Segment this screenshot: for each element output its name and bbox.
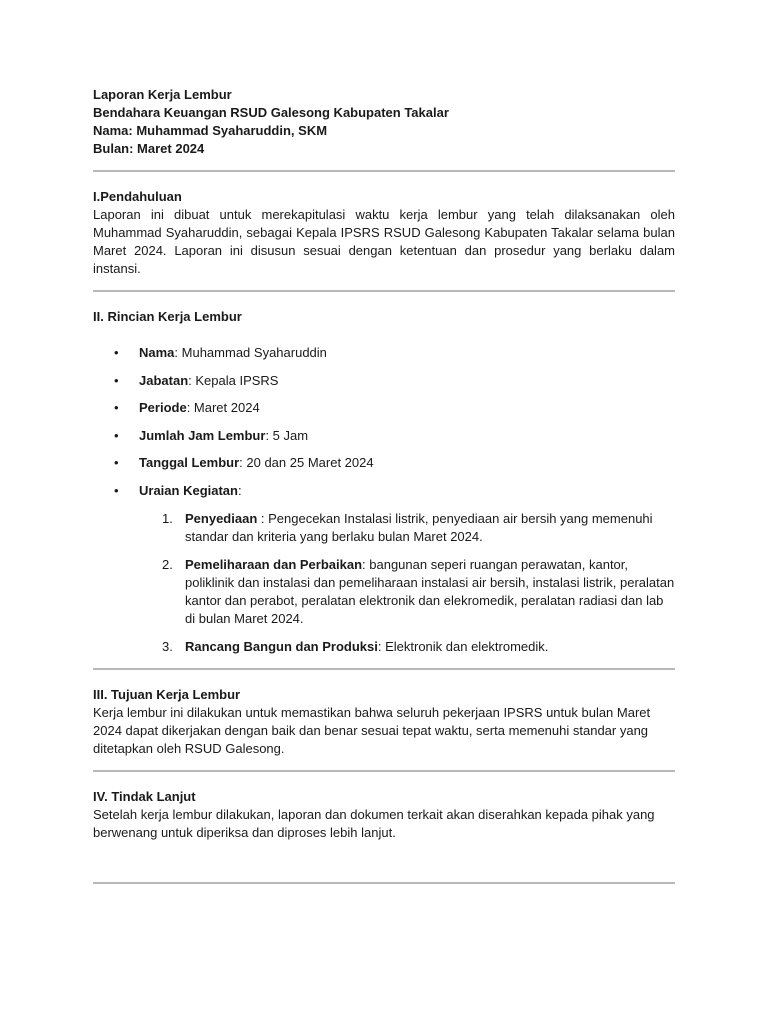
- task-number: 1.: [162, 510, 173, 526]
- section-title: IV. Tindak Lanjut: [93, 788, 196, 804]
- task-label: Pemeliharaan dan Perbaikan: [185, 556, 363, 572]
- task-text: : bangunan seperi ruangan perawatan, kantor, poliklinik dan instalasi dan pemeliharaan instalasi air bersih, instalasi listrik, peralatan kantor dan perabot, peralatan elektronik dan elekromedik, peralatan radiasi dan lab di bulan Maret 2024.: [185, 556, 675, 626]
- item-label: Nama: [139, 345, 175, 360]
- divider: [93, 770, 675, 772]
- divider: [93, 882, 675, 884]
- bullet-icon: •: [114, 372, 119, 388]
- section-details: [93, 308, 675, 656]
- divider: [93, 668, 675, 670]
- item-value: : 5 Jam: [265, 427, 309, 443]
- task-text: : Pengecekan Instalasi listrik, penyediaan air bersih yang memenuhi standar dan kriteria yang berlaku bulan Maret 2024.: [185, 510, 653, 544]
- section-title: III. Tujuan Kerja Lembur: [93, 686, 241, 702]
- section-intro: [93, 188, 675, 278]
- task-label: Rancang Bangun dan Produksi: [185, 638, 378, 654]
- item-value: : 20 dan 25 Maret 2024: [239, 455, 374, 470]
- report-month: Bulan: Maret 2024: [93, 141, 205, 156]
- task-item: [93, 510, 675, 546]
- section-text: Laporan ini dibuat untuk merekapitulasi waktu kerja lembur yang telah dilaksanakan oleh Muhammad Syaharuddin, sebagai Kepala IPSRS RSUD Galesong Kabupaten Takalar selama bulan Maret 2024. Laporan ini disusun sesuai dengan ketentuan dan prosedur yang berlaku dalam instansi.: [93, 207, 675, 276]
- task-list: [93, 510, 675, 656]
- item-label: Uraian Kegiatan: [139, 482, 238, 498]
- section-title: I.Pendahuluan: [93, 189, 182, 204]
- item-value: : Maret 2024: [186, 400, 260, 415]
- report-header: [93, 86, 675, 158]
- item-label: Jumlah Jam Lembur: [139, 427, 266, 443]
- report-employee-name: Nama: Muhammad Syaharuddin, SKM: [93, 123, 328, 138]
- task-text: : Elektronik dan elektromedik.: [377, 638, 549, 654]
- section-title: II. Rincian Kerja Lembur: [93, 309, 242, 324]
- list-item: [93, 427, 675, 445]
- task-number: 3.: [162, 638, 173, 654]
- item-label: Tanggal Lembur: [139, 455, 240, 470]
- task-item: [93, 556, 675, 628]
- item-value: : Kepala IPSRS: [188, 372, 279, 388]
- item-label: Jabatan: [139, 372, 189, 388]
- bullet-icon: •: [114, 482, 119, 498]
- list-item: [93, 454, 675, 472]
- spacer: [93, 842, 675, 870]
- bullet-icon: •: [114, 400, 119, 415]
- list-item: [93, 399, 675, 417]
- bullet-icon: •: [114, 345, 119, 360]
- item-value: : Muhammad Syaharuddin: [174, 345, 327, 360]
- section-followup: [93, 788, 675, 842]
- item-value: :: [237, 482, 242, 498]
- section-purpose: [93, 686, 675, 758]
- section-text: Kerja lembur ini dilakukan untuk memastikan bahwa seluruh pekerjaan IPSRS untuk bulan Maret 2024 dapat dikerjakan dengan baik dan benar sesuai tepat waktu, serta memenuhi standar yang ditetapkan oleh RSUD Galesong.: [93, 704, 651, 756]
- task-label: Penyediaan: [185, 510, 258, 526]
- bullet-icon: •: [114, 427, 119, 443]
- section-text: Setelah kerja lembur dilakukan, laporan dan dokumen terkait akan diserahkan kepada pihak yang berwenang untuk diperiksa dan diproses lebih lanjut.: [93, 806, 655, 840]
- document-content: [93, 86, 675, 900]
- report-organization: Bendahara Keuangan RSUD Galesong Kabupaten Takalar: [93, 105, 449, 120]
- list-item: [93, 344, 675, 362]
- details-list: [93, 344, 675, 500]
- bullet-icon: •: [114, 455, 119, 470]
- item-label: Periode: [139, 400, 187, 415]
- divider: [93, 170, 675, 172]
- list-item: [93, 482, 675, 500]
- divider: [93, 290, 675, 292]
- task-item: [93, 638, 675, 656]
- list-item: [93, 372, 675, 390]
- task-number: 2.: [162, 556, 173, 572]
- report-title: Laporan Kerja Lembur: [93, 87, 232, 102]
